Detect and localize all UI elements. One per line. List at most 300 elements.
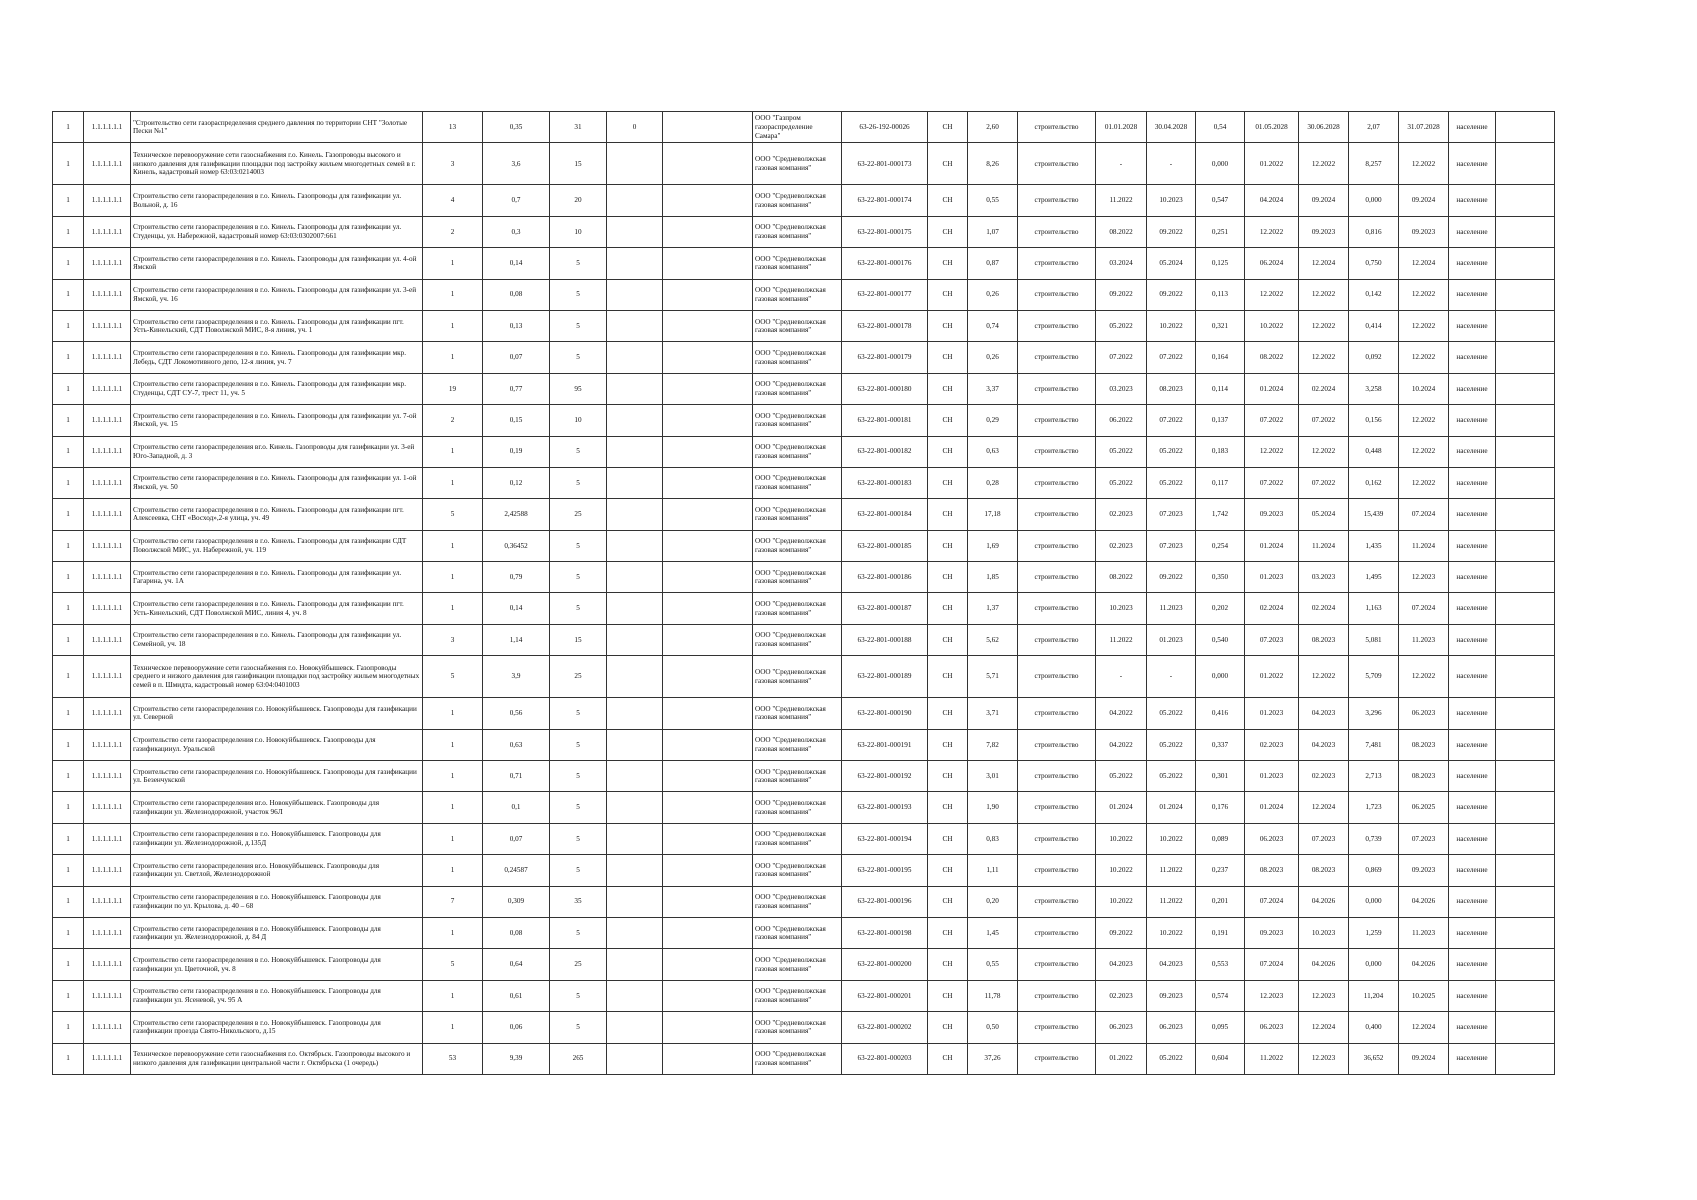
extra-cell xyxy=(607,216,663,247)
total-cost-cell: 0,50 xyxy=(968,1012,1018,1043)
design-cost-cell: 0,164 xyxy=(1196,342,1245,373)
design-start-cell: 10.2023 xyxy=(1096,593,1147,624)
category-cell: СН xyxy=(928,656,968,698)
description-cell: Строительство сети газораспределения в г.о. Кинель. Газопроводы для газификации мкр. Лебедь, СДТ Локомотивного депо, 12-я линия, уч. 7 xyxy=(131,342,423,373)
count-cell: 1 xyxy=(423,823,483,854)
empty-cell xyxy=(1496,1012,1555,1043)
code-cell: 1.1.1.1.1.1 xyxy=(84,405,131,436)
table-row xyxy=(53,112,1555,143)
description-cell: Техническое перевооружение сети газоснабжения г.о. Кинель. Газопроводы высокого и низкого давления для газификации площадки под застройку жильем многодетных семей в г. Кинель, кадастровый номер 63:03:0214003 xyxy=(131,143,423,185)
table-row xyxy=(53,310,1555,341)
organization-cell: ООО "Средневолжская газовая компания" xyxy=(753,342,842,373)
empty-cell xyxy=(1496,185,1555,216)
consumer-cell: население xyxy=(1449,342,1496,373)
work-type-cell: строительство xyxy=(1018,624,1096,655)
registry-number-cell: 63-22-801-000192 xyxy=(842,761,928,792)
extra-cell xyxy=(607,373,663,404)
commissioning-date-cell: 08.2023 xyxy=(1399,729,1449,760)
table-row xyxy=(53,185,1555,216)
registry-number-cell: 63-22-801-000198 xyxy=(842,917,928,948)
empty-cell xyxy=(1496,761,1555,792)
consumer-cell: население xyxy=(1449,886,1496,917)
total-cost-cell: 1,85 xyxy=(968,562,1018,593)
count-cell: 3 xyxy=(423,143,483,185)
count-cell: 4 xyxy=(423,185,483,216)
row-number-cell: 1 xyxy=(53,279,84,310)
blank-cell xyxy=(663,143,753,185)
organization-cell: ООО "Средневолжская газовая компания" xyxy=(753,499,842,530)
blank-cell xyxy=(663,216,753,247)
organization-cell: ООО "Средневолжская газовая компания" xyxy=(753,855,842,886)
organization-cell: ООО "Средневолжская газовая компания" xyxy=(753,1012,842,1043)
total-cost-cell: 0,26 xyxy=(968,279,1018,310)
category-cell: СН xyxy=(928,792,968,823)
build-end-cell: 12.2022 xyxy=(1299,342,1349,373)
row-number-cell: 1 xyxy=(53,562,84,593)
empty-cell xyxy=(1496,949,1555,980)
count-cell: 19 xyxy=(423,373,483,404)
empty-cell xyxy=(1496,624,1555,655)
build-start-cell: 07.2022 xyxy=(1245,405,1299,436)
design-end-cell: 05.2022 xyxy=(1147,1043,1196,1074)
capacity-cell: 5 xyxy=(550,917,607,948)
capacity-cell: 25 xyxy=(550,949,607,980)
consumer-cell: население xyxy=(1449,855,1496,886)
empty-cell xyxy=(1496,980,1555,1011)
extra-cell xyxy=(607,823,663,854)
count-cell: 1 xyxy=(423,562,483,593)
total-cost-cell: 1,45 xyxy=(968,917,1018,948)
description-cell: "Строительство сети газораспределения среднего давления по территории СНТ "Золотые Пески №1" xyxy=(131,112,423,143)
design-cost-cell: 0,237 xyxy=(1196,855,1245,886)
blank-cell xyxy=(663,185,753,216)
extra-cell xyxy=(607,405,663,436)
design-end-cell: 10.2022 xyxy=(1147,917,1196,948)
description-cell: Строительство сети газораспределения в г.о. Кинель. Газопроводы для газификации ул. 7-ой Ямской, уч. 15 xyxy=(131,405,423,436)
row-number-cell: 1 xyxy=(53,310,84,341)
extra-cell xyxy=(607,185,663,216)
capacity-cell: 265 xyxy=(550,1043,607,1074)
code-cell: 1.1.1.1.1.1 xyxy=(84,792,131,823)
blank-cell xyxy=(663,467,753,498)
row-number-cell: 1 xyxy=(53,729,84,760)
commissioning-date-cell: 10.2024 xyxy=(1399,373,1449,404)
category-cell: СН xyxy=(928,562,968,593)
design-end-cell: 08.2023 xyxy=(1147,373,1196,404)
extra-cell xyxy=(607,530,663,561)
extra-cell xyxy=(607,624,663,655)
build-end-cell: 03.2023 xyxy=(1299,562,1349,593)
description-cell: Строительство сети газораспределения в г.о. Кинель. Газопроводы для газификации пгт. Усть-Кинельский, СДТ Поволжской МИС, 8-я линия, уч. 1 xyxy=(131,310,423,341)
extra-cell xyxy=(607,310,663,341)
design-cost-cell: 0,54 xyxy=(1196,112,1245,143)
row-number-cell: 1 xyxy=(53,436,84,467)
design-end-cell: 01.2023 xyxy=(1147,624,1196,655)
consumer-cell: население xyxy=(1449,112,1496,143)
design-end-cell: 05.2022 xyxy=(1147,729,1196,760)
category-cell: СН xyxy=(928,980,968,1011)
category-cell: СН xyxy=(928,698,968,729)
work-type-cell: строительство xyxy=(1018,1043,1096,1074)
build-end-cell: 05.2024 xyxy=(1299,499,1349,530)
commissioning-date-cell: 12.2022 xyxy=(1399,279,1449,310)
row-number-cell: 1 xyxy=(53,823,84,854)
table-row xyxy=(53,1012,1555,1043)
count-cell: 1 xyxy=(423,530,483,561)
length-cell: 2,42588 xyxy=(483,499,550,530)
organization-cell: ООО "Средневолжская газовая компания" xyxy=(753,593,842,624)
table-row xyxy=(53,530,1555,561)
registry-number-cell: 63-22-801-000189 xyxy=(842,656,928,698)
design-cost-cell: 0,574 xyxy=(1196,980,1245,1011)
description-cell: Строительство сети газораспределения в г.о. Кинель. Газопроводы для газификации пгт. Усть-Кинельский, СДТ Поволжской МИС, линия 4, уч. 8 xyxy=(131,593,423,624)
design-start-cell: 03.2024 xyxy=(1096,248,1147,279)
design-start-cell: 10.2022 xyxy=(1096,855,1147,886)
work-type-cell: строительство xyxy=(1018,855,1096,886)
category-cell: СН xyxy=(928,949,968,980)
count-cell: 1 xyxy=(423,593,483,624)
empty-cell xyxy=(1496,698,1555,729)
build-end-cell: 09.2023 xyxy=(1299,216,1349,247)
blank-cell xyxy=(663,855,753,886)
build-start-cell: 01.2023 xyxy=(1245,698,1299,729)
build-cost-cell: 1,163 xyxy=(1349,593,1399,624)
code-cell: 1.1.1.1.1.1 xyxy=(84,698,131,729)
blank-cell xyxy=(663,279,753,310)
code-cell: 1.1.1.1.1.1 xyxy=(84,656,131,698)
design-cost-cell: 0,125 xyxy=(1196,248,1245,279)
total-cost-cell: 5,71 xyxy=(968,656,1018,698)
build-cost-cell: 3,296 xyxy=(1349,698,1399,729)
total-cost-cell: 0,28 xyxy=(968,467,1018,498)
table-row xyxy=(53,373,1555,404)
organization-cell: ООО "Средневолжская газовая компания" xyxy=(753,792,842,823)
table-row xyxy=(53,342,1555,373)
consumer-cell: население xyxy=(1449,1043,1496,1074)
count-cell: 7 xyxy=(423,886,483,917)
row-number-cell: 1 xyxy=(53,949,84,980)
code-cell: 1.1.1.1.1.1 xyxy=(84,436,131,467)
design-start-cell: 08.2022 xyxy=(1096,562,1147,593)
count-cell: 1 xyxy=(423,436,483,467)
design-end-cell: 09.2022 xyxy=(1147,216,1196,247)
registry-number-cell: 63-22-801-000181 xyxy=(842,405,928,436)
blank-cell xyxy=(663,436,753,467)
work-type-cell: строительство xyxy=(1018,593,1096,624)
capacity-cell: 25 xyxy=(550,656,607,698)
build-cost-cell: 3,258 xyxy=(1349,373,1399,404)
total-cost-cell: 11,78 xyxy=(968,980,1018,1011)
category-cell: СН xyxy=(928,855,968,886)
commissioning-date-cell: 07.2024 xyxy=(1399,499,1449,530)
consumer-cell: население xyxy=(1449,698,1496,729)
build-end-cell: 12.2022 xyxy=(1299,310,1349,341)
design-end-cell: 10.2022 xyxy=(1147,310,1196,341)
code-cell: 1.1.1.1.1.1 xyxy=(84,886,131,917)
registry-number-cell: 63-22-801-000193 xyxy=(842,792,928,823)
extra-cell xyxy=(607,855,663,886)
description-cell: Строительство сети газораспределения вг.о. Кинель. Газопроводы для газификации ул. 3-ей Юго-Западной, д. 3 xyxy=(131,436,423,467)
table-row xyxy=(53,1043,1555,1074)
build-start-cell: 01.2022 xyxy=(1245,143,1299,185)
commissioning-date-cell: 06.2025 xyxy=(1399,792,1449,823)
length-cell: 0,36452 xyxy=(483,530,550,561)
code-cell: 1.1.1.1.1.1 xyxy=(84,279,131,310)
consumer-cell: население xyxy=(1449,761,1496,792)
category-cell: СН xyxy=(928,761,968,792)
empty-cell xyxy=(1496,143,1555,185)
length-cell: 3,9 xyxy=(483,656,550,698)
description-cell: Строительство сети газораспределения в г.о. Новокуйбышевск. Газопроводы для газификации ул. Цветочной, уч. 8 xyxy=(131,949,423,980)
row-number-cell: 1 xyxy=(53,530,84,561)
row-number-cell: 1 xyxy=(53,980,84,1011)
design-end-cell: 11.2023 xyxy=(1147,593,1196,624)
design-end-cell: 11.2022 xyxy=(1147,855,1196,886)
build-end-cell: 12.2022 xyxy=(1299,656,1349,698)
extra-cell xyxy=(607,562,663,593)
blank-cell xyxy=(663,761,753,792)
build-end-cell: 04.2026 xyxy=(1299,886,1349,917)
category-cell: СН xyxy=(928,248,968,279)
design-start-cell: 04.2023 xyxy=(1096,949,1147,980)
work-type-cell: строительство xyxy=(1018,279,1096,310)
row-number-cell: 1 xyxy=(53,792,84,823)
code-cell: 1.1.1.1.1.1 xyxy=(84,1012,131,1043)
design-cost-cell: 0,183 xyxy=(1196,436,1245,467)
code-cell: 1.1.1.1.1.1 xyxy=(84,499,131,530)
build-end-cell: 11.2024 xyxy=(1299,530,1349,561)
build-cost-cell: 0,000 xyxy=(1349,185,1399,216)
consumer-cell: население xyxy=(1449,248,1496,279)
design-start-cell: 02.2023 xyxy=(1096,530,1147,561)
capacity-cell: 15 xyxy=(550,624,607,655)
design-end-cell: 05.2024 xyxy=(1147,248,1196,279)
design-end-cell: 07.2022 xyxy=(1147,405,1196,436)
registry-number-cell: 63-22-801-000179 xyxy=(842,342,928,373)
category-cell: СН xyxy=(928,342,968,373)
description-cell: Строительство сети газораспределения г.о. Новокуйбышевск. Газопроводы для газификации ул. Северной xyxy=(131,698,423,729)
registry-number-cell: 63-22-801-000196 xyxy=(842,886,928,917)
build-cost-cell: 8,257 xyxy=(1349,143,1399,185)
design-end-cell: 10.2022 xyxy=(1147,823,1196,854)
registry-number-cell: 63-22-801-000194 xyxy=(842,823,928,854)
organization-cell: ООО "Средневолжская газовая компания" xyxy=(753,917,842,948)
code-cell: 1.1.1.1.1.1 xyxy=(84,761,131,792)
length-cell: 0,13 xyxy=(483,310,550,341)
commissioning-date-cell: 06.2023 xyxy=(1399,698,1449,729)
code-cell: 1.1.1.1.1.1 xyxy=(84,342,131,373)
design-cost-cell: 0,000 xyxy=(1196,656,1245,698)
table-row xyxy=(53,917,1555,948)
work-type-cell: строительство xyxy=(1018,373,1096,404)
consumer-cell: население xyxy=(1449,143,1496,185)
design-start-cell: 01.2024 xyxy=(1096,792,1147,823)
work-type-cell: строительство xyxy=(1018,248,1096,279)
design-end-cell: 07.2023 xyxy=(1147,499,1196,530)
table-row xyxy=(53,624,1555,655)
build-start-cell: 09.2023 xyxy=(1245,917,1299,948)
capacity-cell: 5 xyxy=(550,467,607,498)
design-cost-cell: 1,742 xyxy=(1196,499,1245,530)
total-cost-cell: 0,63 xyxy=(968,436,1018,467)
work-type-cell: строительство xyxy=(1018,530,1096,561)
code-cell: 1.1.1.1.1.1 xyxy=(84,980,131,1011)
organization-cell: ООО "Средневолжская газовая компания" xyxy=(753,624,842,655)
organization-cell: ООО "Средневолжская газовая компания" xyxy=(753,886,842,917)
description-cell: Строительство сети газораспределения в г.о. Новокуйбышевск. Газопроводы для газификации ул. Железнодорожной, д. 84 Д xyxy=(131,917,423,948)
organization-cell: ООО "Средневолжская газовая компания" xyxy=(753,436,842,467)
registry-number-cell: 63-22-801-000202 xyxy=(842,1012,928,1043)
length-cell: 0,77 xyxy=(483,373,550,404)
table-row xyxy=(53,823,1555,854)
extra-cell xyxy=(607,342,663,373)
empty-cell xyxy=(1496,729,1555,760)
consumer-cell: население xyxy=(1449,1012,1496,1043)
build-start-cell: 12.2022 xyxy=(1245,279,1299,310)
extra-cell xyxy=(607,1043,663,1074)
build-cost-cell: 36,652 xyxy=(1349,1043,1399,1074)
capacity-cell: 5 xyxy=(550,729,607,760)
build-end-cell: 12.2023 xyxy=(1299,1043,1349,1074)
build-cost-cell: 0,816 xyxy=(1349,216,1399,247)
row-number-cell: 1 xyxy=(53,112,84,143)
capacity-cell: 5 xyxy=(550,823,607,854)
count-cell: 1 xyxy=(423,792,483,823)
build-start-cell: 07.2024 xyxy=(1245,949,1299,980)
design-start-cell: 09.2022 xyxy=(1096,917,1147,948)
build-end-cell: 30.06.2028 xyxy=(1299,112,1349,143)
blank-cell xyxy=(663,656,753,698)
build-cost-cell: 0,739 xyxy=(1349,823,1399,854)
design-cost-cell: 0,254 xyxy=(1196,530,1245,561)
organization-cell: ООО "Средневолжская газовая компания" xyxy=(753,1043,842,1074)
blank-cell xyxy=(663,1012,753,1043)
extra-cell xyxy=(607,886,663,917)
description-cell: Строительство сети газораспределения в г.о. Новокуйбышевск. Газопроводы для газификации проезда Свято-Никольского, д.15 xyxy=(131,1012,423,1043)
registry-number-cell: 63-22-801-000175 xyxy=(842,216,928,247)
length-cell: 0,06 xyxy=(483,1012,550,1043)
commissioning-date-cell: 11.2023 xyxy=(1399,917,1449,948)
organization-cell: ООО "Средневолжская газовая компания" xyxy=(753,823,842,854)
extra-cell xyxy=(607,792,663,823)
design-end-cell: 11.2022 xyxy=(1147,886,1196,917)
registry-number-cell: 63-22-801-000191 xyxy=(842,729,928,760)
build-end-cell: 12.2022 xyxy=(1299,279,1349,310)
design-start-cell: 11.2022 xyxy=(1096,185,1147,216)
count-cell: 1 xyxy=(423,279,483,310)
blank-cell xyxy=(663,248,753,279)
work-type-cell: строительство xyxy=(1018,792,1096,823)
design-end-cell: 05.2022 xyxy=(1147,436,1196,467)
registry-number-cell: 63-22-801-000203 xyxy=(842,1043,928,1074)
work-type-cell: строительство xyxy=(1018,112,1096,143)
empty-cell xyxy=(1496,530,1555,561)
count-cell: 2 xyxy=(423,216,483,247)
count-cell: 13 xyxy=(423,112,483,143)
length-cell: 0,63 xyxy=(483,729,550,760)
design-start-cell: 01.01.2028 xyxy=(1096,112,1147,143)
design-start-cell: 03.2023 xyxy=(1096,373,1147,404)
commissioning-date-cell: 11.2023 xyxy=(1399,624,1449,655)
empty-cell xyxy=(1496,373,1555,404)
length-cell: 3,6 xyxy=(483,143,550,185)
total-cost-cell: 3,37 xyxy=(968,373,1018,404)
category-cell: СН xyxy=(928,499,968,530)
design-end-cell: 30.04.2028 xyxy=(1147,112,1196,143)
capacity-cell: 31 xyxy=(550,112,607,143)
table-row xyxy=(53,855,1555,886)
blank-cell xyxy=(663,1043,753,1074)
description-cell: Строительство сети газораспределения г.о. Новокуйбышевск. Газопроводы для газификацииул. Уральской xyxy=(131,729,423,760)
commissioning-date-cell: 12.2022 xyxy=(1399,405,1449,436)
design-cost-cell: 0,114 xyxy=(1196,373,1245,404)
build-end-cell: 07.2022 xyxy=(1299,405,1349,436)
extra-cell xyxy=(607,698,663,729)
empty-cell xyxy=(1496,562,1555,593)
empty-cell xyxy=(1496,593,1555,624)
code-cell: 1.1.1.1.1.1 xyxy=(84,729,131,760)
row-number-cell: 1 xyxy=(53,499,84,530)
work-type-cell: строительство xyxy=(1018,1012,1096,1043)
empty-cell xyxy=(1496,310,1555,341)
commissioning-date-cell: 11.2024 xyxy=(1399,530,1449,561)
design-cost-cell: 0,540 xyxy=(1196,624,1245,655)
design-end-cell: - xyxy=(1147,656,1196,698)
blank-cell xyxy=(663,593,753,624)
organization-cell: ООО "Средневолжская газовая компания" xyxy=(753,373,842,404)
total-cost-cell: 17,18 xyxy=(968,499,1018,530)
build-cost-cell: 1,435 xyxy=(1349,530,1399,561)
consumer-cell: население xyxy=(1449,467,1496,498)
registry-number-cell: 63-22-801-000173 xyxy=(842,143,928,185)
length-cell: 0,309 xyxy=(483,886,550,917)
count-cell: 1 xyxy=(423,855,483,886)
code-cell: 1.1.1.1.1.1 xyxy=(84,248,131,279)
capacity-cell: 5 xyxy=(550,980,607,1011)
total-cost-cell: 0,26 xyxy=(968,342,1018,373)
description-cell: Строительство сети газораспределения г.о. Новокуйбышевск. Газопроводы для газификации ул. Безенчукской xyxy=(131,761,423,792)
design-end-cell: 01.2024 xyxy=(1147,792,1196,823)
empty-cell xyxy=(1496,823,1555,854)
blank-cell xyxy=(663,562,753,593)
design-start-cell: 01.2022 xyxy=(1096,1043,1147,1074)
design-cost-cell: 0,117 xyxy=(1196,467,1245,498)
row-number-cell: 1 xyxy=(53,593,84,624)
table-row xyxy=(53,698,1555,729)
length-cell: 0,19 xyxy=(483,436,550,467)
design-start-cell: 06.2022 xyxy=(1096,405,1147,436)
category-cell: СН xyxy=(928,216,968,247)
code-cell: 1.1.1.1.1.1 xyxy=(84,917,131,948)
design-cost-cell: 0,191 xyxy=(1196,917,1245,948)
count-cell: 5 xyxy=(423,656,483,698)
consumer-cell: население xyxy=(1449,436,1496,467)
code-cell: 1.1.1.1.1.1 xyxy=(84,530,131,561)
description-cell: Техническое перевооружение сети газоснабжения г.о. Октябрьск. Газопроводы высокого и низкого давления для газификации центральной части г. Октябрьска (1 очередь) xyxy=(131,1043,423,1074)
empty-cell xyxy=(1496,855,1555,886)
code-cell: 1.1.1.1.1.1 xyxy=(84,562,131,593)
length-cell: 0,12 xyxy=(483,467,550,498)
length-cell: 0,64 xyxy=(483,949,550,980)
organization-cell: ООО "Средневолжская газовая компания" xyxy=(753,216,842,247)
category-cell: СН xyxy=(928,593,968,624)
category-cell: СН xyxy=(928,143,968,185)
count-cell: 2 xyxy=(423,405,483,436)
empty-cell xyxy=(1496,499,1555,530)
design-cost-cell: 0,251 xyxy=(1196,216,1245,247)
build-start-cell: 01.05.2028 xyxy=(1245,112,1299,143)
build-cost-cell: 1,495 xyxy=(1349,562,1399,593)
